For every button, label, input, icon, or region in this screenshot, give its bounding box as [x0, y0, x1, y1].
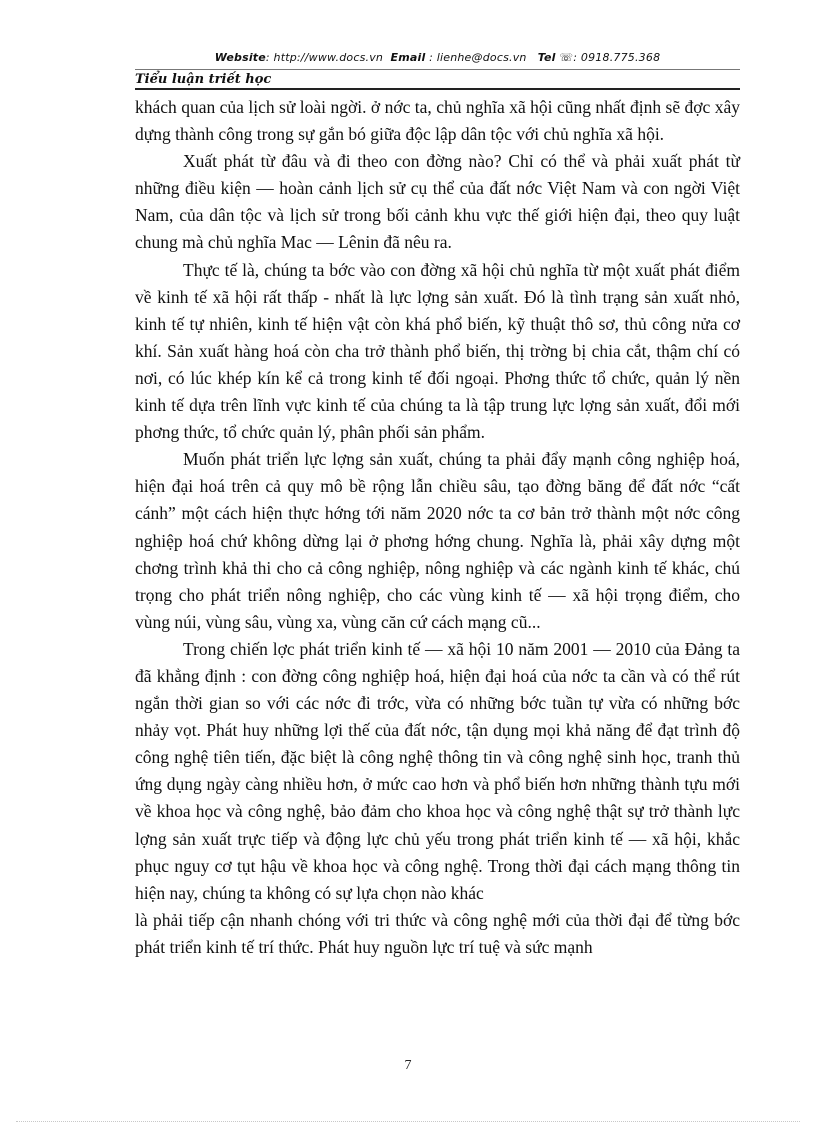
page-boundary-divider	[16, 1121, 800, 1122]
paragraph: Muốn phát triển lực lợng sản xuất, chúng ta phải đẩy mạnh công nghiệp hoá, hiện đại hoá trên cả quy mô bề rộng lẫn chiều sâu, tạo đờng băng để đất nớc “cất cánh” một cách hiện thực hớng tới năm 2020 nớc ta cơ bản trở thành một nớc công nghiệp hoá chứ không dừng lại ở phơng hớng chung. Nghĩa là, phải xây dựng một chơng trình khả thi cho cả công nghiệp, nông nghiệp và các ngành kinh tế khác, chú trọng cho phát triển nông nghiệp, cho các vùng kinh tế — xã hội trọng điểm, cho vùng núi, vùng sâu, vùng xa, vùng căn cứ cách mạng cũ...	[135, 449, 740, 632]
paragraph: là phải tiếp cận nhanh chóng với tri thức và công nghệ mới của thời đại để từng bớc phát triển kinh tế trí thức. Phát huy nguồn lực trí tuệ và sức mạnh	[135, 909, 740, 957]
phone-icon: ☏	[559, 51, 574, 64]
paragraph: Trong chiến lợc phát triển kinh tế — xã hội 10 năm 2001 — 2010 của Đảng ta đã khẳng định : con đờng công nghiệp hoá, hiện đại hoá của nớc ta cần và có thể rút ngắn thời gian so với các nớc đi trớc, vừa có những bớc tuần tự vừa có những bớc nhảy vọt. Phát huy những lợi thế của đất nớc, tận dụng mọi khả năng để đạt trình độ công nghệ tiên tiến, đặc biệt là công nghệ thông tin và công nghệ sinh học, tranh thủ ứng dụng ngày càng nhiều hơn, ở mức cao hơn và phổ biến hơn những thành tựu mới về khoa học và công nghệ, bảo đảm cho khoa học và công nghệ thật sự trở thành lực lợng sản xuất trực tiếp và động lực chủ yếu trong phát triển kinh tế — xã hội, khắc phục nguy cơ tụt hậu về khoa học và công nghệ. Trong thời đại cách mạng thông tin hiện nay, chúng ta không có sự lựa chọn nào khác	[135, 638, 740, 903]
tel-value: : 0918.775.368	[573, 51, 661, 64]
page-header-contact	[135, 50, 740, 70]
paragraph: khách quan của lịch sử loài ngời. ở nớc ta, chủ nghĩa xã hội cũng nhất định sẽ đợc xây dựng thành công trong sự gắn bó giữa độc lập dân tộc với chủ nghĩa xã hội.	[135, 97, 740, 145]
email-label: Email	[390, 51, 426, 64]
website-label: Website	[214, 51, 266, 64]
paragraph: Xuất phát từ đâu và đi theo con đờng nào? Chỉ có thể và phải xuất phát từ những điều kiện — hoàn cảnh lịch sử cụ thể của đất nớc Việt Nam và con ngời Việt Nam, của dân tộc và lịch sử trong bối cảnh khu vực thế giới hiện đại, theo quy luật chung mà chủ nghĩa Mac — Lênin đã nêu ra.	[135, 151, 740, 253]
website-value: : http://www.docs.vn	[265, 51, 384, 64]
paragraph: Thực tế là, chúng ta bớc vào con đờng xã hội chủ nghĩa từ một xuất phát điểm về kinh tế xã hội rất thấp - nhất là lực lợng sản xuất. Đó là tình trạng sản xuất nhỏ, kinh tế tự nhiên, kinh tế hiện vật còn khá phổ biến, kỹ thuật thô sơ, thủ công nửa cơ khí. Sản xuất hàng hoá còn cha trở thành phổ biến, thị trờng bị chia cắt, thậm chí có nơi, có lúc khép kín kể cả trong kinh tế đối ngoại. Phơng thức tổ chức, quản lý nền kinh tế dựa trên lĩnh vực kinh tế của chúng ta là tập trung lực lợng sản xuất, đổi mới phơng thức, tổ chức quản lý, phân phối sản phẩm.	[135, 259, 740, 443]
page-number: 7	[404, 1058, 412, 1073]
email-value: : lienhe@docs.vn	[425, 51, 527, 64]
document-body	[135, 94, 740, 961]
document-title: Tiểu luận triết học	[135, 72, 740, 90]
tel-label: Tel	[537, 51, 556, 64]
